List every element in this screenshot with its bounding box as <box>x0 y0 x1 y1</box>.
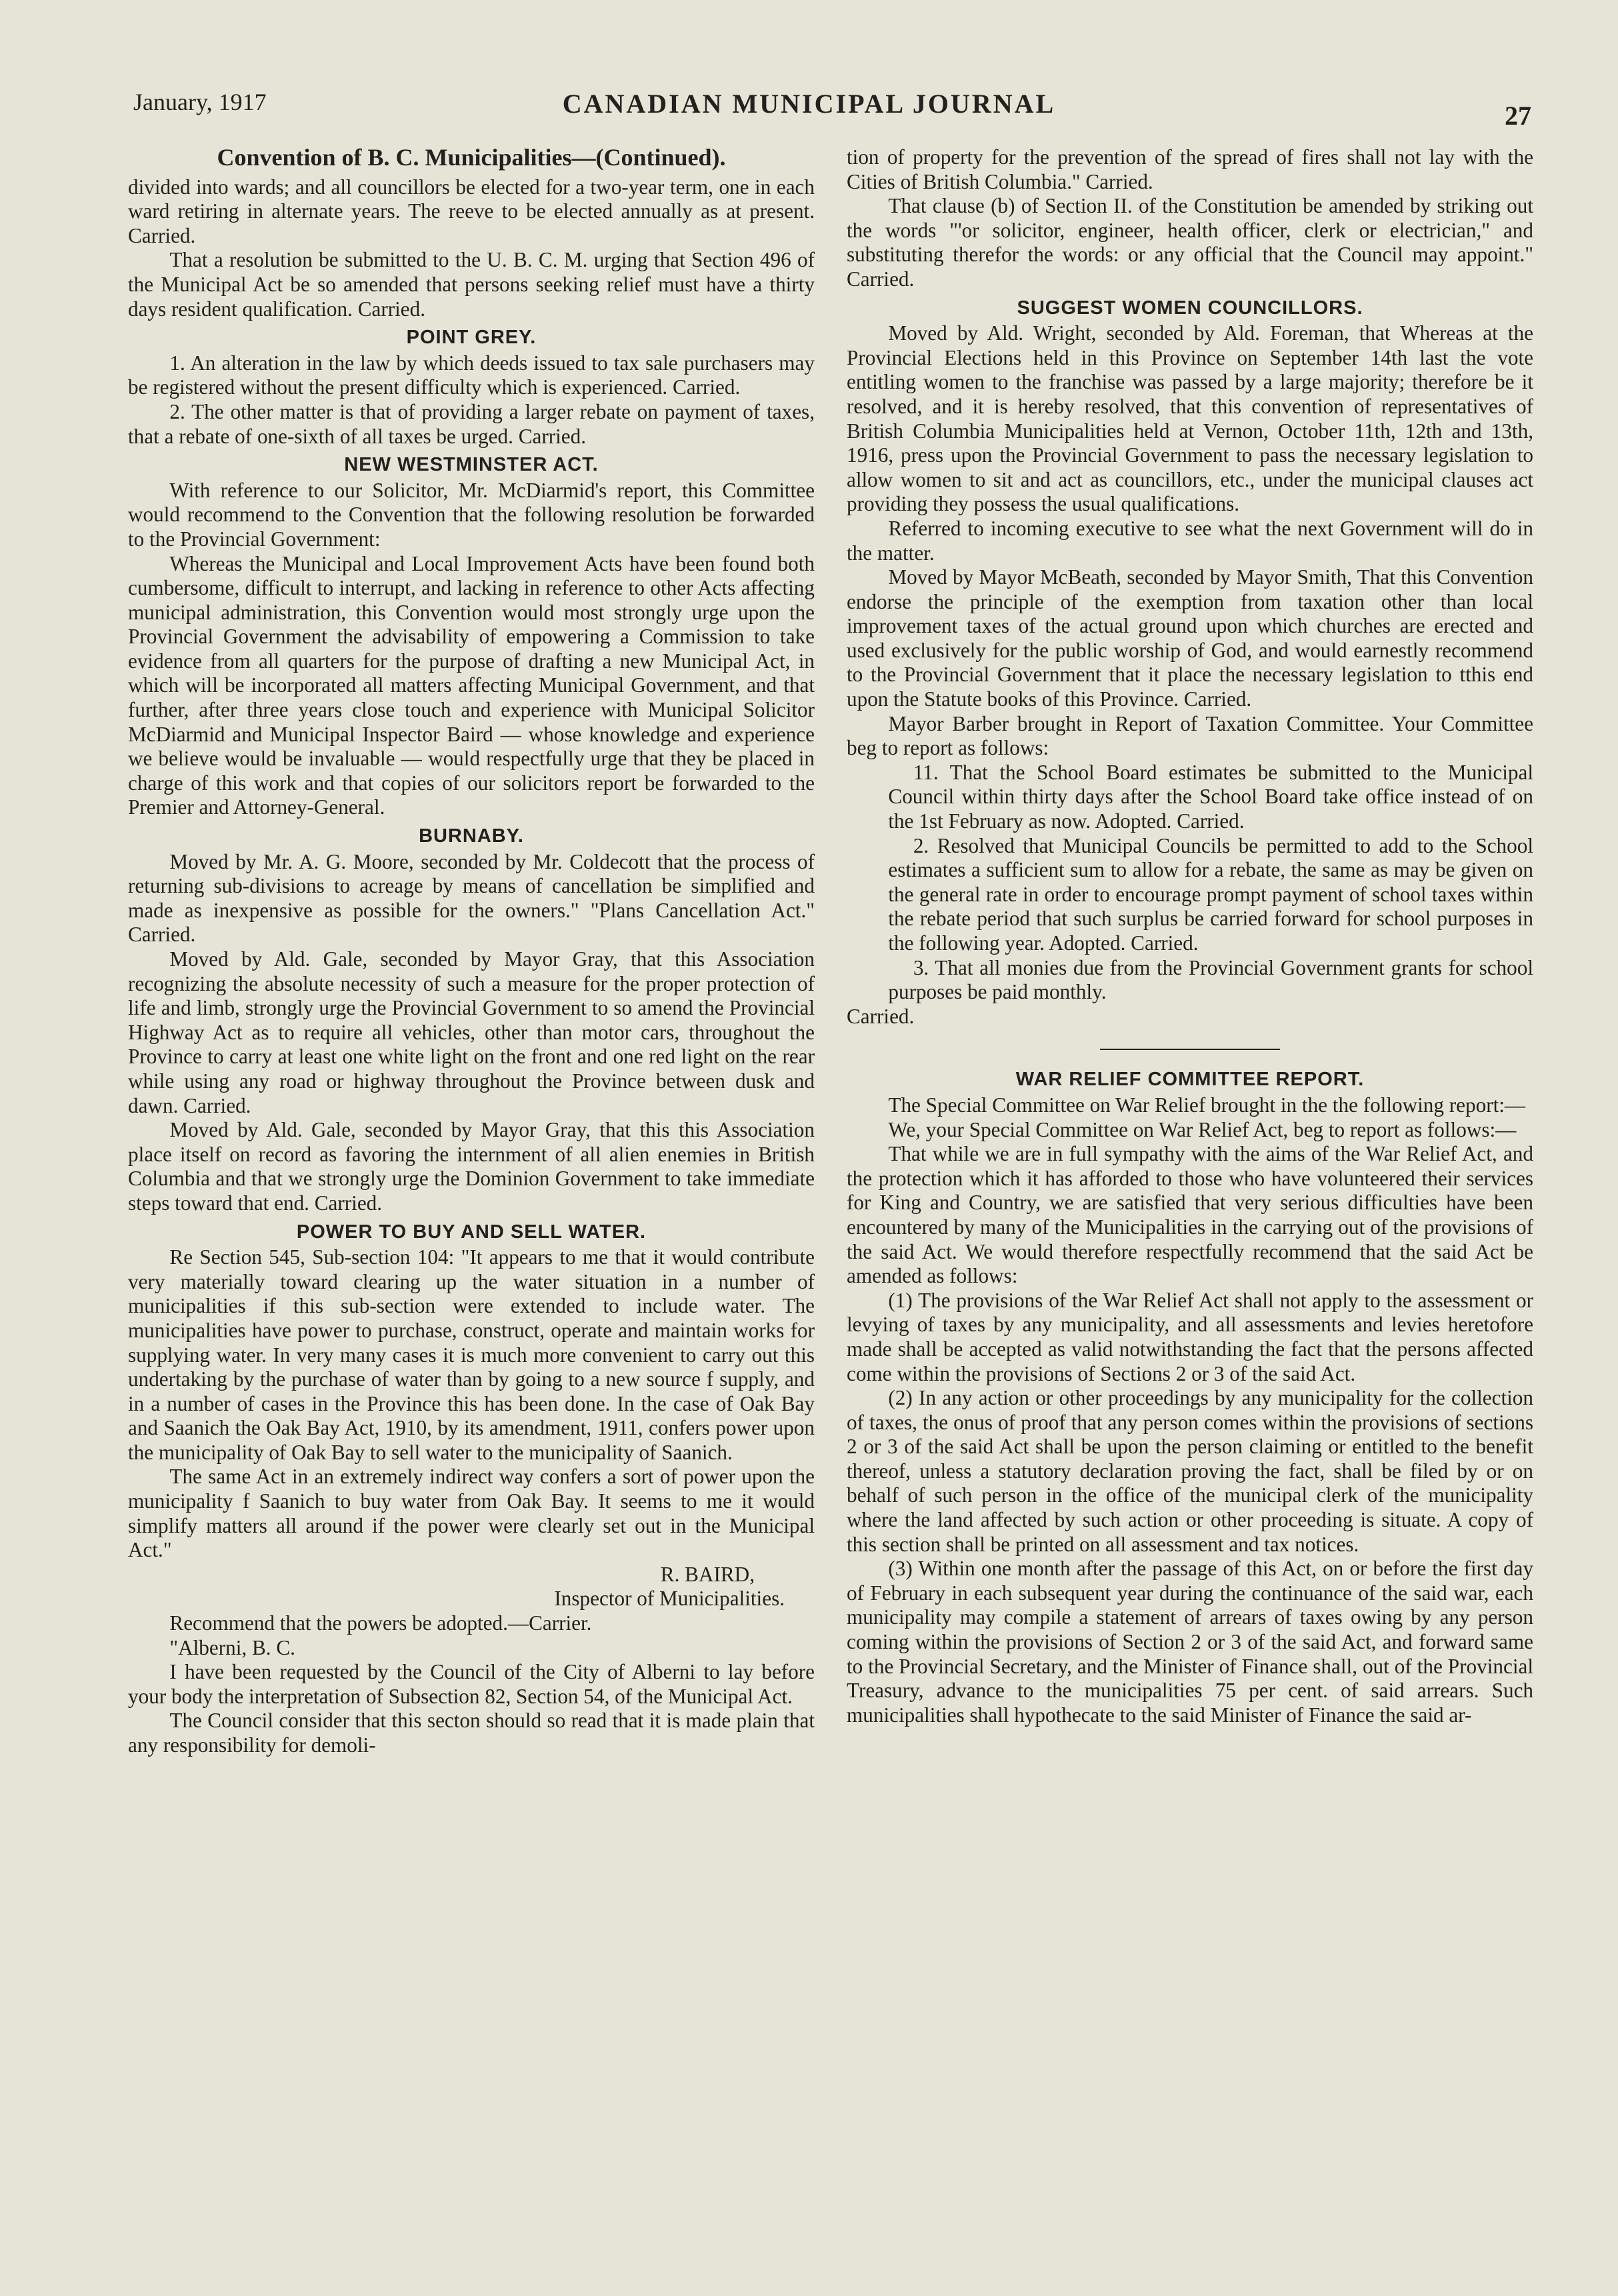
paragraph: Mayor Barber brought in Report of Taxation Committee. Your Committee beg to report as follows: <box>847 711 1533 760</box>
paragraph: Referred to incoming executive to see what the next Government will do in the matter. <box>847 516 1533 565</box>
paragraph: divided into wards; and all councillors be elected for a two-year term, one in each ward retiring in alternate years. The reeve to be elected annually as at present. Carried. <box>128 175 815 247</box>
paragraph: That while we are in full sympathy with the aims of the War Relief Act, and the protection which it has afforded to those who have volunteered their services for King and Country, we are satisfied that very serious difficulties have been encountered by many of the Municipalities in the carrying out of the provisions of the said Act. We would therefore respectfully recommend that the said Act be amended as follows: <box>847 1142 1533 1288</box>
paragraph: "Alberni, B. C. <box>169 1635 295 1659</box>
header-date: January, 1917 <box>133 89 267 115</box>
signature-title: Inspector of Municipalities. <box>554 1587 785 1611</box>
paragraph: Moved by Mayor McBeath, seconded by Mayor Smith, That this Convention endorse the principle of the exemption from taxation other than local improvement taxes of the actual ground upon which churches are erected and used exclusively for the public worship of God, and would earnestly recommend to the Provincial Government that it place the necessary legislation to tthis end upon the Statute books of this Province. Carried. <box>847 565 1533 711</box>
paragraph: I have been requested by the Council of the City of Alberni to lay before your body the interpretation of Subsection 82, Section 54, of the Municipal Act. <box>128 1660 815 1708</box>
paragraph: The same Act in an extremely indirect way confers a sort of power upon the municipality f Saanich to buy water from Oak Bay. It seems to me it would simplify matters all around if the power were clearly set out in the Municipal Act." <box>128 1465 815 1562</box>
section-divider <box>1100 1049 1280 1050</box>
subheading-point-grey: POINT GREY. <box>406 327 537 349</box>
paragraph: Moved by Ald. Gale, seconded by Mayor Gray, that this this Association place itself on record as favoring the internment of all alien enemies in British Columbia and that we strongly urge the Dominion Government to take immediate steps toward that end. Carried. <box>128 1118 815 1215</box>
paragraph: Re Section 545, Sub-section 104: "It appears to me that it would contribute very materially toward clearing up the water situation in a number of municipalities if this sub-section were extended to include water. The municipalities have power to purchase, construct, operate and maintain works for supplying water. In very many cases it is much more convenient to carry out this undertaking by the purchase of water than by going to a new source f supply, and in a number of cases in the Province this has been done. In the case of Oak Bay and Saanich the Oak Bay Act, 1910, by its amendment, 1911, confers power upon the municipality of Oak Bay to sell water to the municipality of Saanich. <box>128 1245 815 1464</box>
signature-name: R. BAIRD, <box>660 1562 755 1586</box>
paragraph: (2) In any action or other proceedings by any municipality for the collection of taxes, the onus of proof that any person comes within the provisions of sections 2 or 3 of the said Act shall be upon the person claiming or entitled to the benefit thereof, unless a statutory declaration proving the fact, shall be filed by or on behalf of such person in the office of the municipal clerk of the municipality where the land affected by such action or other proceeding is situate. A copy of this section shall be printed on all assessment and tax notices. <box>847 1386 1533 1556</box>
paragraph: Moved by Ald. Wright, seconded by Ald. Foreman, that Whereas at the Provincial Elections held in this Province on September 14th last the vote entitling women to the franchise was passed by a large majority; therefore be it resolved, and it is hereby resolved, that this convention of representatives of British Columbia Municipalities held at Vernon, October 11th, 12th and 13th, 1916, press upon the Provincial Government to pass the necessary legislation to allow women to sit and act as councillors, etc., under the municipal clauses act providing they possess the usual qualifications. <box>847 321 1533 516</box>
paragraph: Whereas the Municipal and Local Improvement Acts have been found both cumbersome, difficult to interrupt, and lacking in reference to other Acts affecting municipal administration, this Convention would most strongly urge upon the Provincial Government the advisability of empowering a Commission to take evidence from all quarters for the purpose of drafting a new Municipal Act, in which will be incorporated all matters affecting Municipal Government, and that further, after three years close touch and experience with Municipal Solicitor McDiarmid and Municipal Inspector Baird — whose knowledge and experience we believe would be invaluable — would respectfully urge that they be placed in charge of this work and that copies of our solicitors report be forwarded to the Premier and Attorney-General. <box>128 551 815 819</box>
right-column <box>847 145 1533 1727</box>
list-item: 3. That all monies due from the Provincial Government grants for school purposes be paid monthly. <box>888 955 1533 1004</box>
paragraph: With reference to our Solicitor, Mr. McDiarmid's report, this Committee would recommend to the Convention that the following resolution be forwarded to the Provincial Government: <box>128 478 815 551</box>
paragraph: (1) The provisions of the War Relief Act shall not apply to the assessment or levying of taxes by any municipality, and all assessments and levies heretofore made shall be accepted as valid notwithstanding the fact that the persons affected come within the provisions of Sections 2 or 3 of the said Act. <box>847 1288 1533 1385</box>
paragraph: Recommend that the powers be adopted.—Carrier. <box>169 1611 592 1635</box>
paragraph: tion of property for the prevention of the spread of fires shall not lay with the Cities of British Columbia." Carried. <box>847 145 1533 193</box>
list-item: 11. That the School Board estimates be submitted to the Municipal Council within thirty days after the School Board take office instead of on the 1st February as now. Adopted. Carried. <box>888 760 1533 833</box>
paragraph: (3) Within one month after the passage of this Act, on or before the first day of February in each subsequent year during the continuance of the said war, each municipality may compile a statement of arrears of taxes owing by any person coming within the provisions of Section 2 or 3 of the said Act, and forward same to the Provincial Secretary, and the Minister of Finance shall, out of the Provincial Treasury, advance to the municipalities 75 per cent. of said arrears. Such municipalities shall hypothecate to the said Minister of Finance the said ar- <box>847 1557 1533 1727</box>
subheading-women-councillors: SUGGEST WOMEN COUNCILLORS. <box>1017 297 1363 319</box>
paragraph: The Council consider that this secton should so read that it is made plain that any responsibility for demoli- <box>128 1709 815 1757</box>
paragraph: The Special Committee on War Relief brought in the the following report:— <box>888 1093 1526 1117</box>
paragraph: That clause (b) of Section II. of the Constitution be amended by striking out the words "'or solicitor, engineer, health officer, clerk or electrician," and substituting therefor the words: or any official that the Council may appoint." Carried. <box>847 194 1533 291</box>
paragraph: We, your Special Committee on War Relief Act, beg to report as follows:— <box>888 1117 1517 1141</box>
subheading-new-westminster: NEW WESTMINSTER ACT. <box>344 454 599 476</box>
page-number: 27 <box>1505 101 1531 131</box>
paragraph: 2. The other matter is that of providing a larger rebate on payment of taxes, that a rebate of one-sixth of all taxes be urged. Carried. <box>128 399 815 448</box>
paragraph: Carried. <box>847 1004 915 1028</box>
subheading-power-water: POWER TO BUY AND SELL WATER. <box>296 1221 647 1243</box>
paragraph: 1. An alteration in the law by which deeds issued to tax sale purchasers may be registered without the present difficulty which is experienced. Carried. <box>128 351 815 399</box>
subheading-war-relief: WAR RELIEF COMMITTEE REPORT. <box>1015 1069 1365 1091</box>
paragraph: Moved by Mr. A. G. Moore, seconded by Mr. Coldecott that the process of returning sub-divisions to acreage by means of cancellation be simplified and made as inexpensive as possible for the owners." "Plans Cancellation Act." Carried. <box>128 849 815 947</box>
list-item: 2. Resolved that Municipal Councils be permitted to add to the School estimates a sufficient sum to allow for a rebate, the same as may be given on the general rate in order to encourage prompt payment of school taxes within the rebate period that such surplus be carried forward for school purposes in the following year. Adopted. Carried. <box>888 833 1533 955</box>
left-column <box>128 145 815 1758</box>
journal-title: CANADIAN MUNICIPAL JOURNAL <box>562 89 1056 119</box>
paragraph: Moved by Ald. Gale, seconded by Mayor Gray, that this Association recognizing the absolute necessity of such a measure for the proper protection of life and limb, strongly urge the Provincial Government to so amend the Provincial Highway Act as to require all vehicles, other than motor cars, throughout the Province to carry at least one white light on the front and one red light on the rear while using any road or highway throughout the Province between dusk and dawn. Carried. <box>128 947 815 1117</box>
subheading-burnaby: BURNABY. <box>419 825 524 847</box>
section-heading: Convention of B. C. Municipalities—(Continued). <box>217 144 726 171</box>
paragraph: That a resolution be submitted to the U. B. C. M. urging that Section 496 of the Municipal Act be so amended that persons seeking relief must have a thirty days resident qualification. Carried. <box>128 248 815 321</box>
